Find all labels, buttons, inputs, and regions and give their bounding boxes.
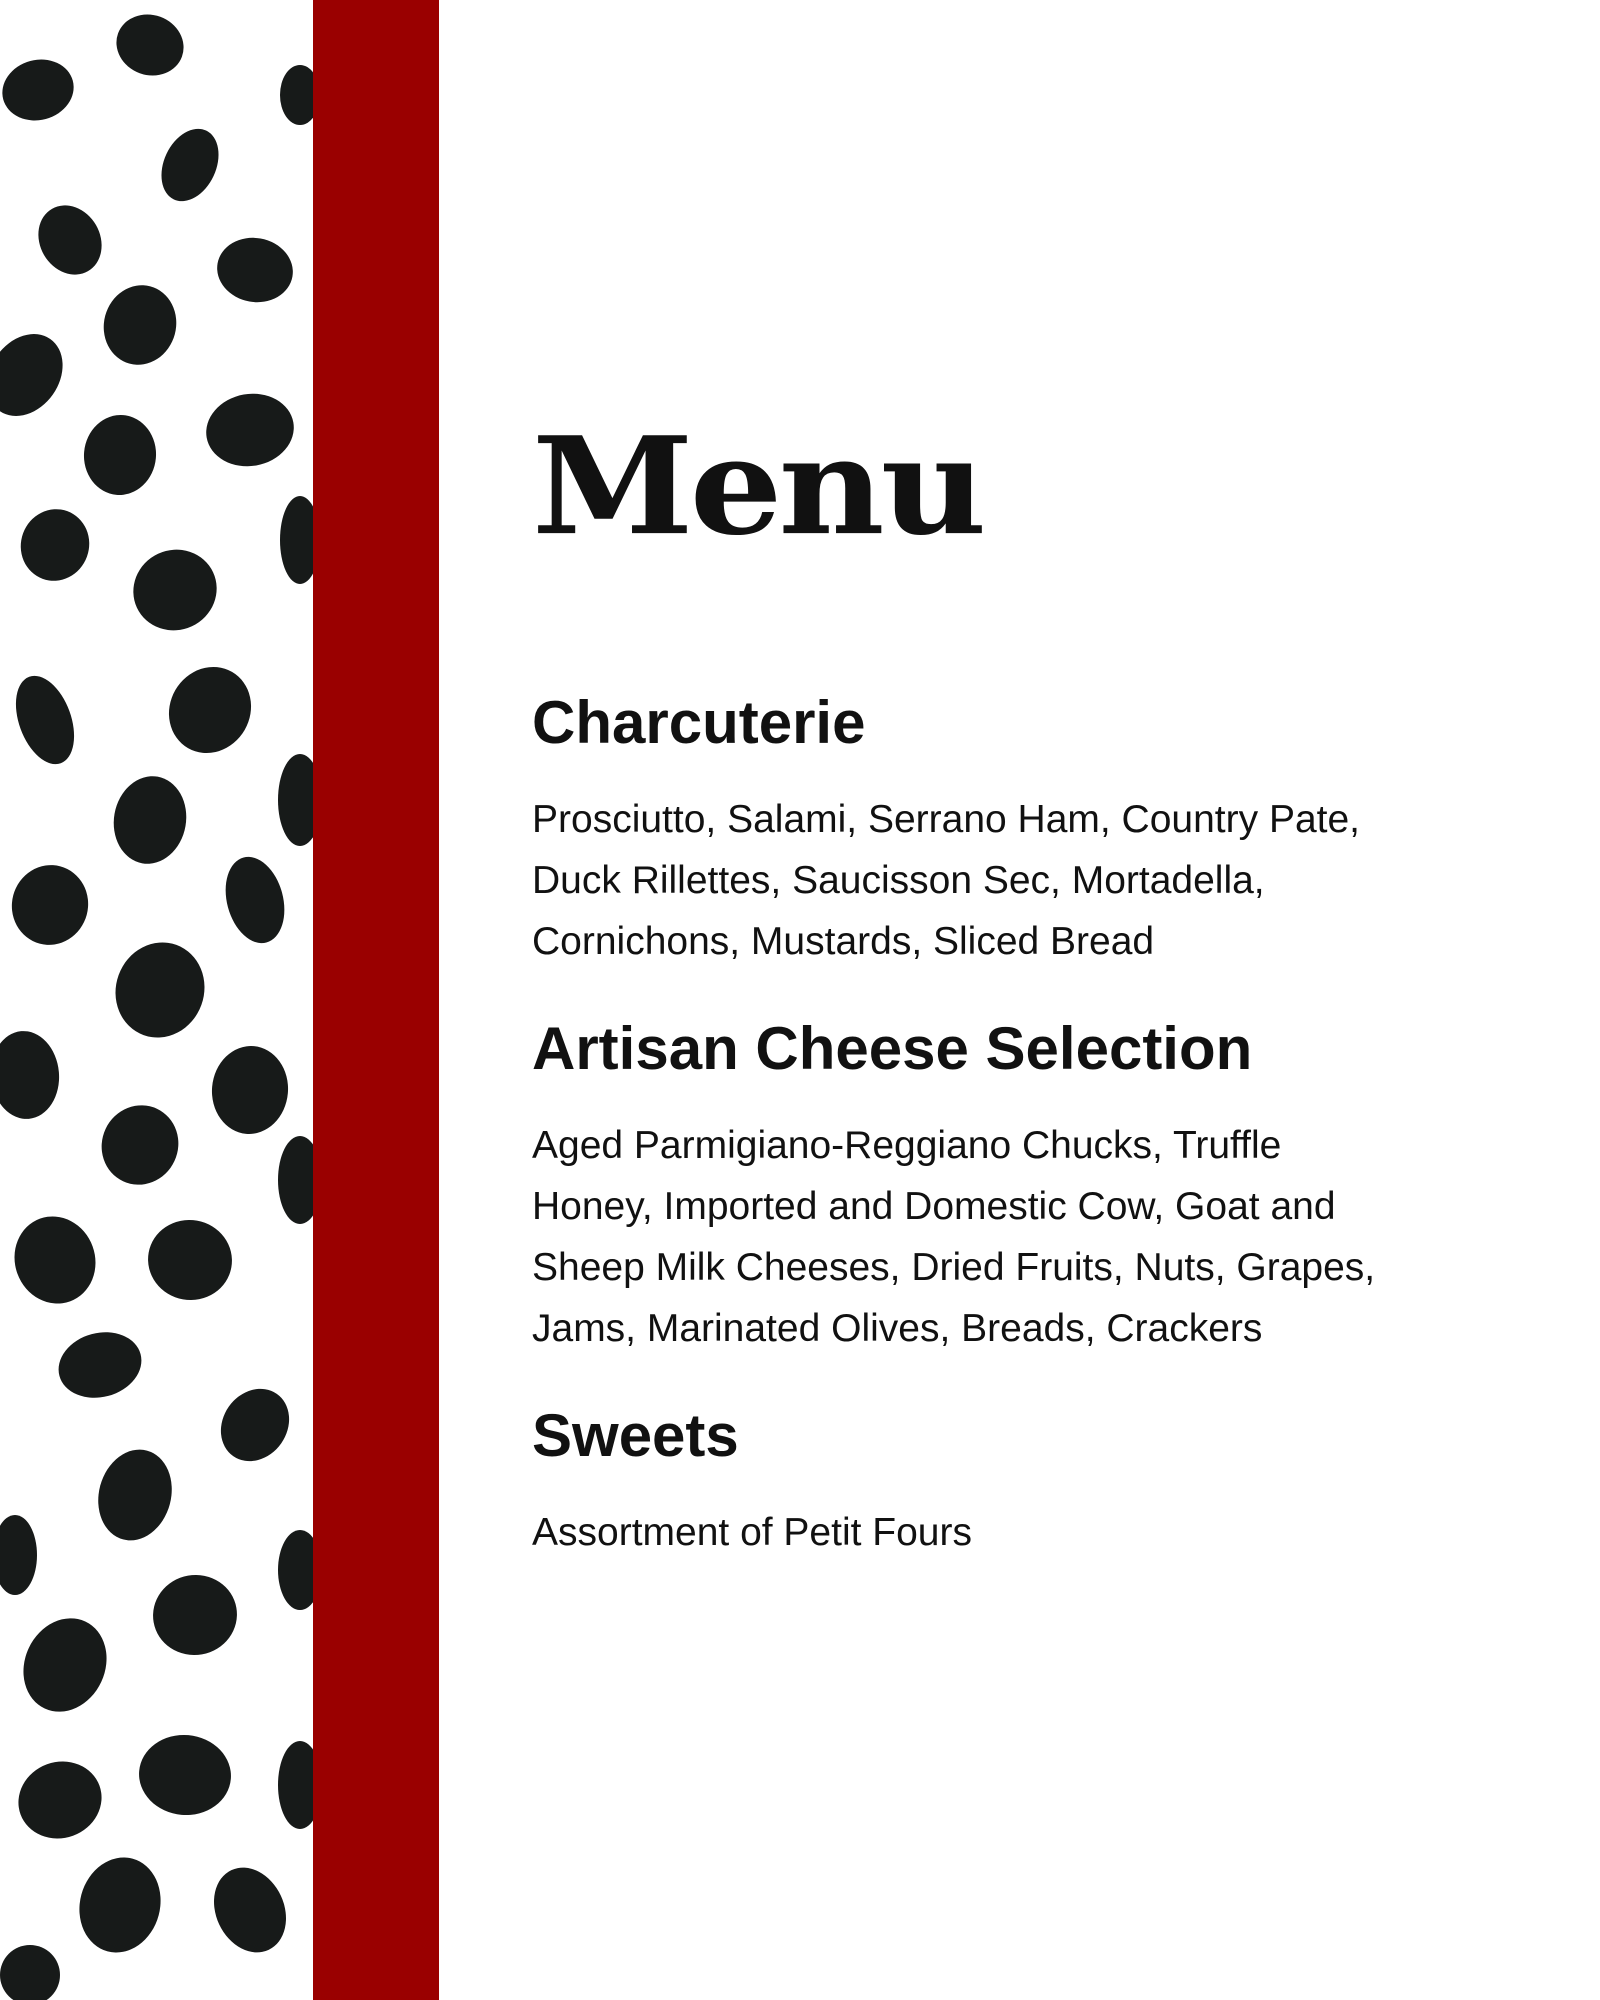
dalmatian-spot [0, 52, 81, 129]
item-line: Aged Parmigiano-Reggiano Chucks, Truffle [532, 1124, 1282, 1167]
dalmatian-spot [200, 387, 299, 473]
dalmatian-pattern-panel [0, 0, 313, 2000]
dalmatian-spot [11, 500, 100, 591]
item-line: Honey, Imported and Domestic Cow, Goat and [532, 1185, 1336, 1228]
dalmatian-spot [8, 1605, 121, 1726]
dalmatian-spot [3, 857, 97, 954]
dalmatian-spot [95, 277, 185, 373]
dalmatian-spot [89, 1093, 192, 1198]
dalmatian-spot [217, 850, 294, 949]
dalmatian-spot [120, 536, 230, 644]
section-items [532, 1115, 1492, 1359]
dalmatian-spot [0, 1028, 63, 1122]
item-line: Cornichons, Mustards, Sliced Bread [532, 920, 1155, 963]
dalmatian-spot [278, 1136, 313, 1224]
item-line: Sheep Milk Cheeses, Dried Fruits, Nuts, Grapes, [532, 1246, 1376, 1289]
dalmatian-spot [69, 1848, 171, 1961]
dalmatian-spot [278, 1741, 313, 1829]
dalmatian-spot [278, 754, 313, 846]
menu-title: Menu [532, 408, 983, 566]
dalmatian-spot [51, 1323, 149, 1407]
section-sweets [532, 1401, 1532, 1563]
dalmatian-spot [150, 120, 229, 211]
dalmatian-spot [0, 1515, 37, 1595]
dalmatian-spot [81, 412, 160, 498]
dalmatian-spots-graphic [0, 0, 313, 2000]
item-line: Jams, Marinated Olives, Breads, Crackers [532, 1307, 1263, 1350]
item-line: Prosciutto, Salami, Serrano Ham, Country Pate, [532, 798, 1361, 841]
section-items [532, 1502, 1492, 1563]
dalmatian-spot [207, 1376, 303, 1475]
dalmatian-spot [108, 5, 192, 85]
dalmatian-spot [0, 1945, 60, 2000]
section-heading: Charcuterie [532, 689, 866, 756]
menu-content [532, 408, 1532, 1605]
dalmatian-spot [147, 1568, 244, 1661]
dalmatian-spot [280, 65, 313, 125]
dalmatian-spot [2, 1205, 107, 1315]
dalmatian-spot [280, 496, 313, 584]
dalmatian-spot [5, 668, 85, 772]
dalmatian-spot [0, 319, 78, 430]
dalmatian-spot [136, 1731, 235, 1819]
section-items [532, 789, 1492, 972]
item-line: Duck Rillettes, Saucisson Sec, Mortadella, [532, 859, 1265, 902]
dalmatian-spot [102, 930, 218, 1050]
dalmatian-spot [8, 1750, 113, 1850]
dalmatian-spot [278, 1530, 313, 1610]
dalmatian-spot [26, 194, 114, 286]
section-heading: Artisan Cheese Selection [532, 1015, 1253, 1082]
dalmatian-spot [153, 652, 266, 768]
section-artisan-cheese [532, 1014, 1532, 1359]
red-stripe [313, 0, 439, 2000]
dalmatian-spot [88, 1441, 181, 1549]
dalmatian-spot [201, 1856, 300, 1964]
dalmatian-spot [107, 770, 193, 869]
section-heading: Sweets [532, 1402, 739, 1469]
dalmatian-spot [142, 1213, 239, 1306]
dalmatian-spot [208, 1043, 291, 1137]
dalmatian-spot [212, 232, 298, 308]
section-charcuterie [532, 688, 1532, 972]
item-line: Assortment of Petit Fours [532, 1511, 972, 1554]
